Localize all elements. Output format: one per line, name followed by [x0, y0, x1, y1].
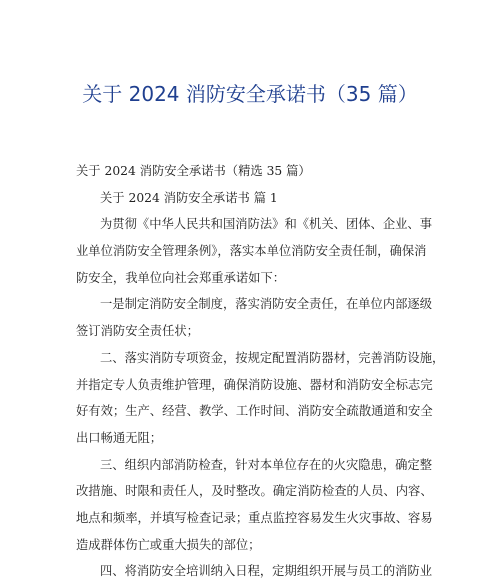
text-line: 造成群体伤亡或重大损失的部位； — [76, 537, 261, 552]
document-body — [76, 158, 445, 585]
text-line: 一是制定消防安全制度，落实消防安全责任，在单位内部逐级 — [100, 297, 433, 312]
text-line: 关于 2024 消防安全承诺书（精选 35 篇） — [76, 164, 311, 178]
text-line: 三、组织内部消防检查，针对本单位存在的火灾隐患，确定整 — [100, 457, 433, 472]
text-line: 四、将消防安全培训纳入日程，定期组织开展与员工的消防业 — [100, 564, 433, 579]
text-line: 业单位消防安全管理条例》，落实本单位消防安全责任制，确保消 — [76, 244, 427, 259]
text-line: 改措施、时限和责任人，及时整改。确定消防检查的人员、内容、 — [76, 484, 433, 499]
text-line: 二、落实消防专项资金，按规定配置消防器材，完善消防设施， — [100, 350, 445, 365]
text-line: 关于 2024 消防安全承诺书 篇 1 — [100, 190, 278, 205]
text-line: 签订消防安全责任状； — [76, 324, 199, 339]
document-title: 关于 2024 消防安全承诺书（35 篇） — [82, 82, 418, 106]
text-line: 并指定专人负责维护管理，确保消防设施、器材和消防安全标志完 — [76, 377, 433, 392]
text-line: 出口畅通无阻； — [76, 430, 163, 445]
text-line: 防安全，我单位向社会郑重承诺如下： — [76, 270, 286, 285]
text-line: 地点和频率，并填写检查记录；重点监控容易发生火灾事故、容易 — [76, 510, 433, 525]
text-line: 为贯彻《中华人民共和国消防法》和《机关、团体、企业、事 — [100, 217, 433, 232]
text-line: 好有效；生产、经营、教学、工作时间、消防安全疏散通道和安全 — [76, 404, 433, 419]
